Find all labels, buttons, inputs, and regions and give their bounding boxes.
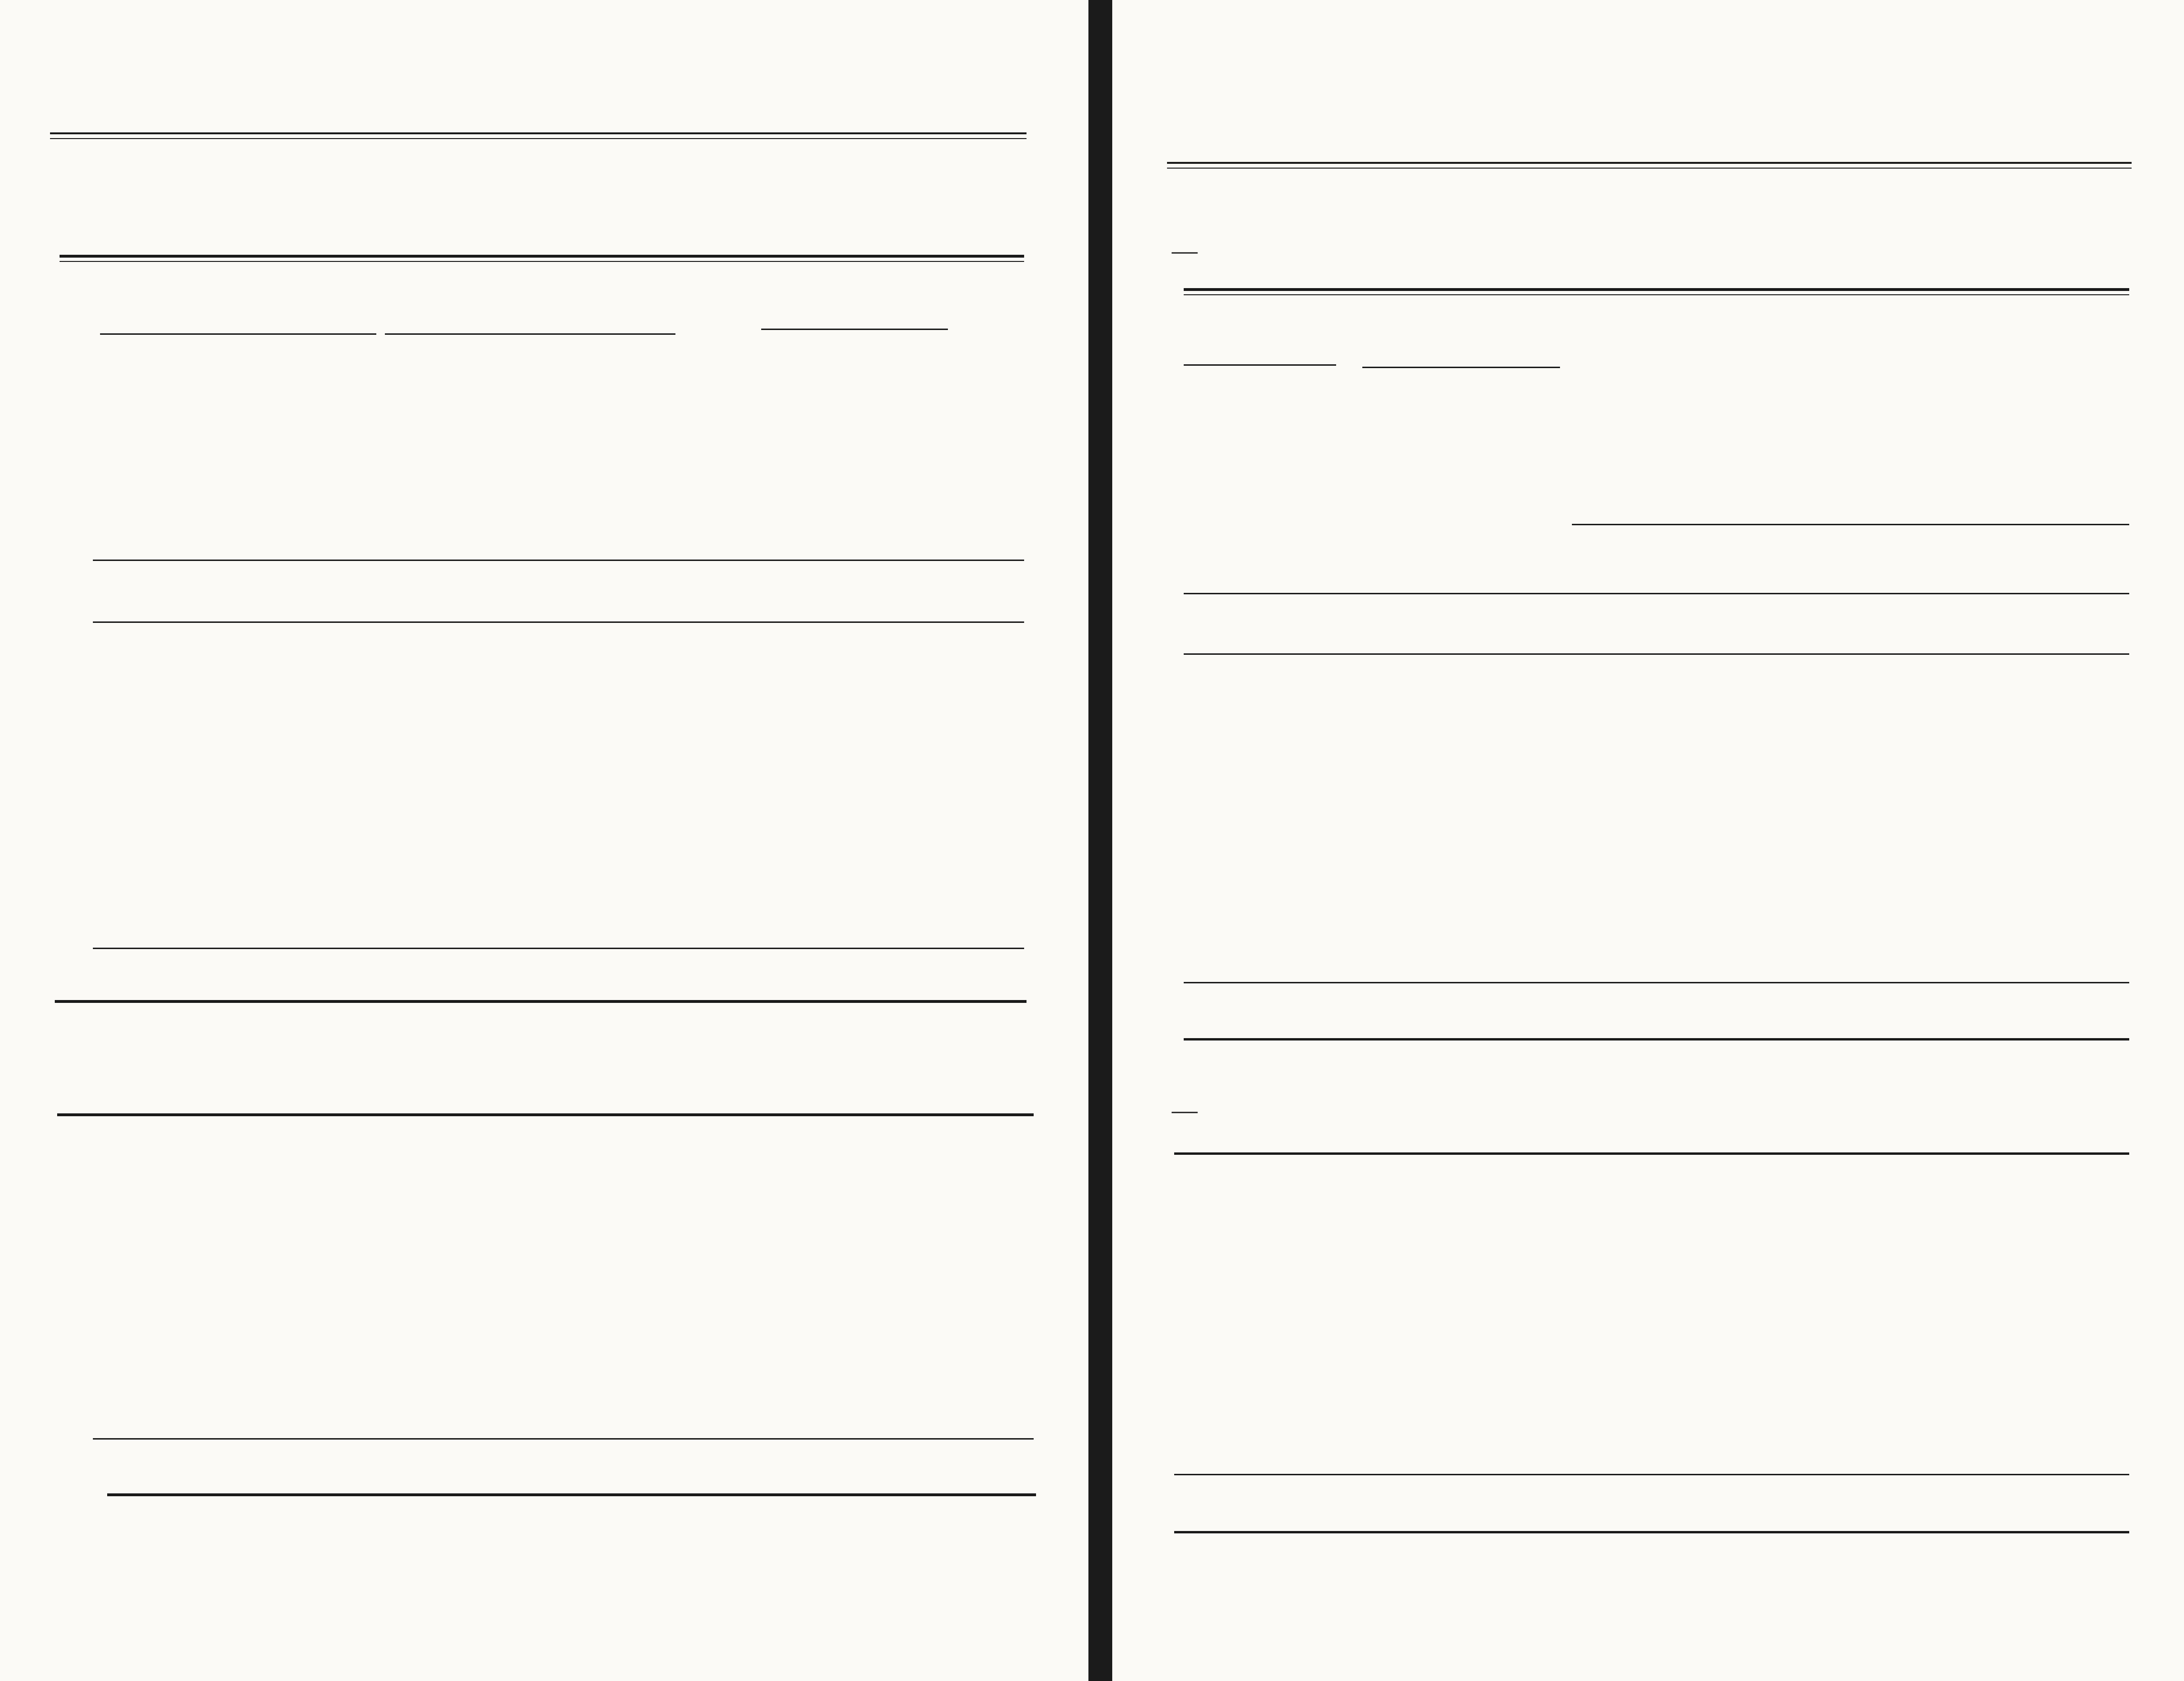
left-page [0, 0, 1088, 1681]
rtable-top-rule [1184, 288, 2129, 291]
county-portneuf [1172, 236, 1198, 265]
header-rule [50, 132, 1027, 134]
header-bottom-rule [93, 560, 1024, 561]
right-header-rule-thin [1167, 168, 2132, 169]
rtable2-totals-rule [1174, 1474, 2129, 1475]
table2-bottom-rule [107, 1493, 1036, 1496]
table-bottom-rule [55, 1000, 1027, 1003]
rtable2-bottom-rule [1174, 1531, 2129, 1533]
dash: — [1172, 236, 1198, 265]
table2-totals-rule [93, 1438, 1034, 1440]
rheader-bottom-rule [1184, 593, 2129, 594]
group-rule-males [100, 333, 376, 335]
rtotals-rule [1184, 982, 2129, 983]
right-header-rule [1167, 162, 2132, 164]
group-rule-deaths [761, 329, 948, 330]
rcolumn-number-rule [1184, 653, 2129, 655]
table-top-rule-thin [60, 261, 1024, 262]
totals-rule [93, 948, 1024, 949]
table-top-rule [60, 255, 1024, 258]
column-number-rule [93, 621, 1024, 623]
table2-top-rule [57, 1113, 1034, 1116]
group-rule-females [385, 333, 675, 335]
right-page [1112, 0, 2184, 1681]
book-gutter [1088, 0, 1112, 1681]
rtable2-top-rule [1174, 1152, 2129, 1155]
group-rule-coloured [1362, 367, 1560, 368]
group-rule-indians [1184, 364, 1336, 366]
dash: — [1172, 1096, 1198, 1124]
rtable-top-rule-thin [1184, 294, 2129, 295]
county-quebec [1172, 1095, 1198, 1125]
subheader-rule [1572, 524, 2129, 525]
header-rule-thin [50, 138, 1027, 139]
rtable-bottom-rule [1184, 1038, 2129, 1041]
